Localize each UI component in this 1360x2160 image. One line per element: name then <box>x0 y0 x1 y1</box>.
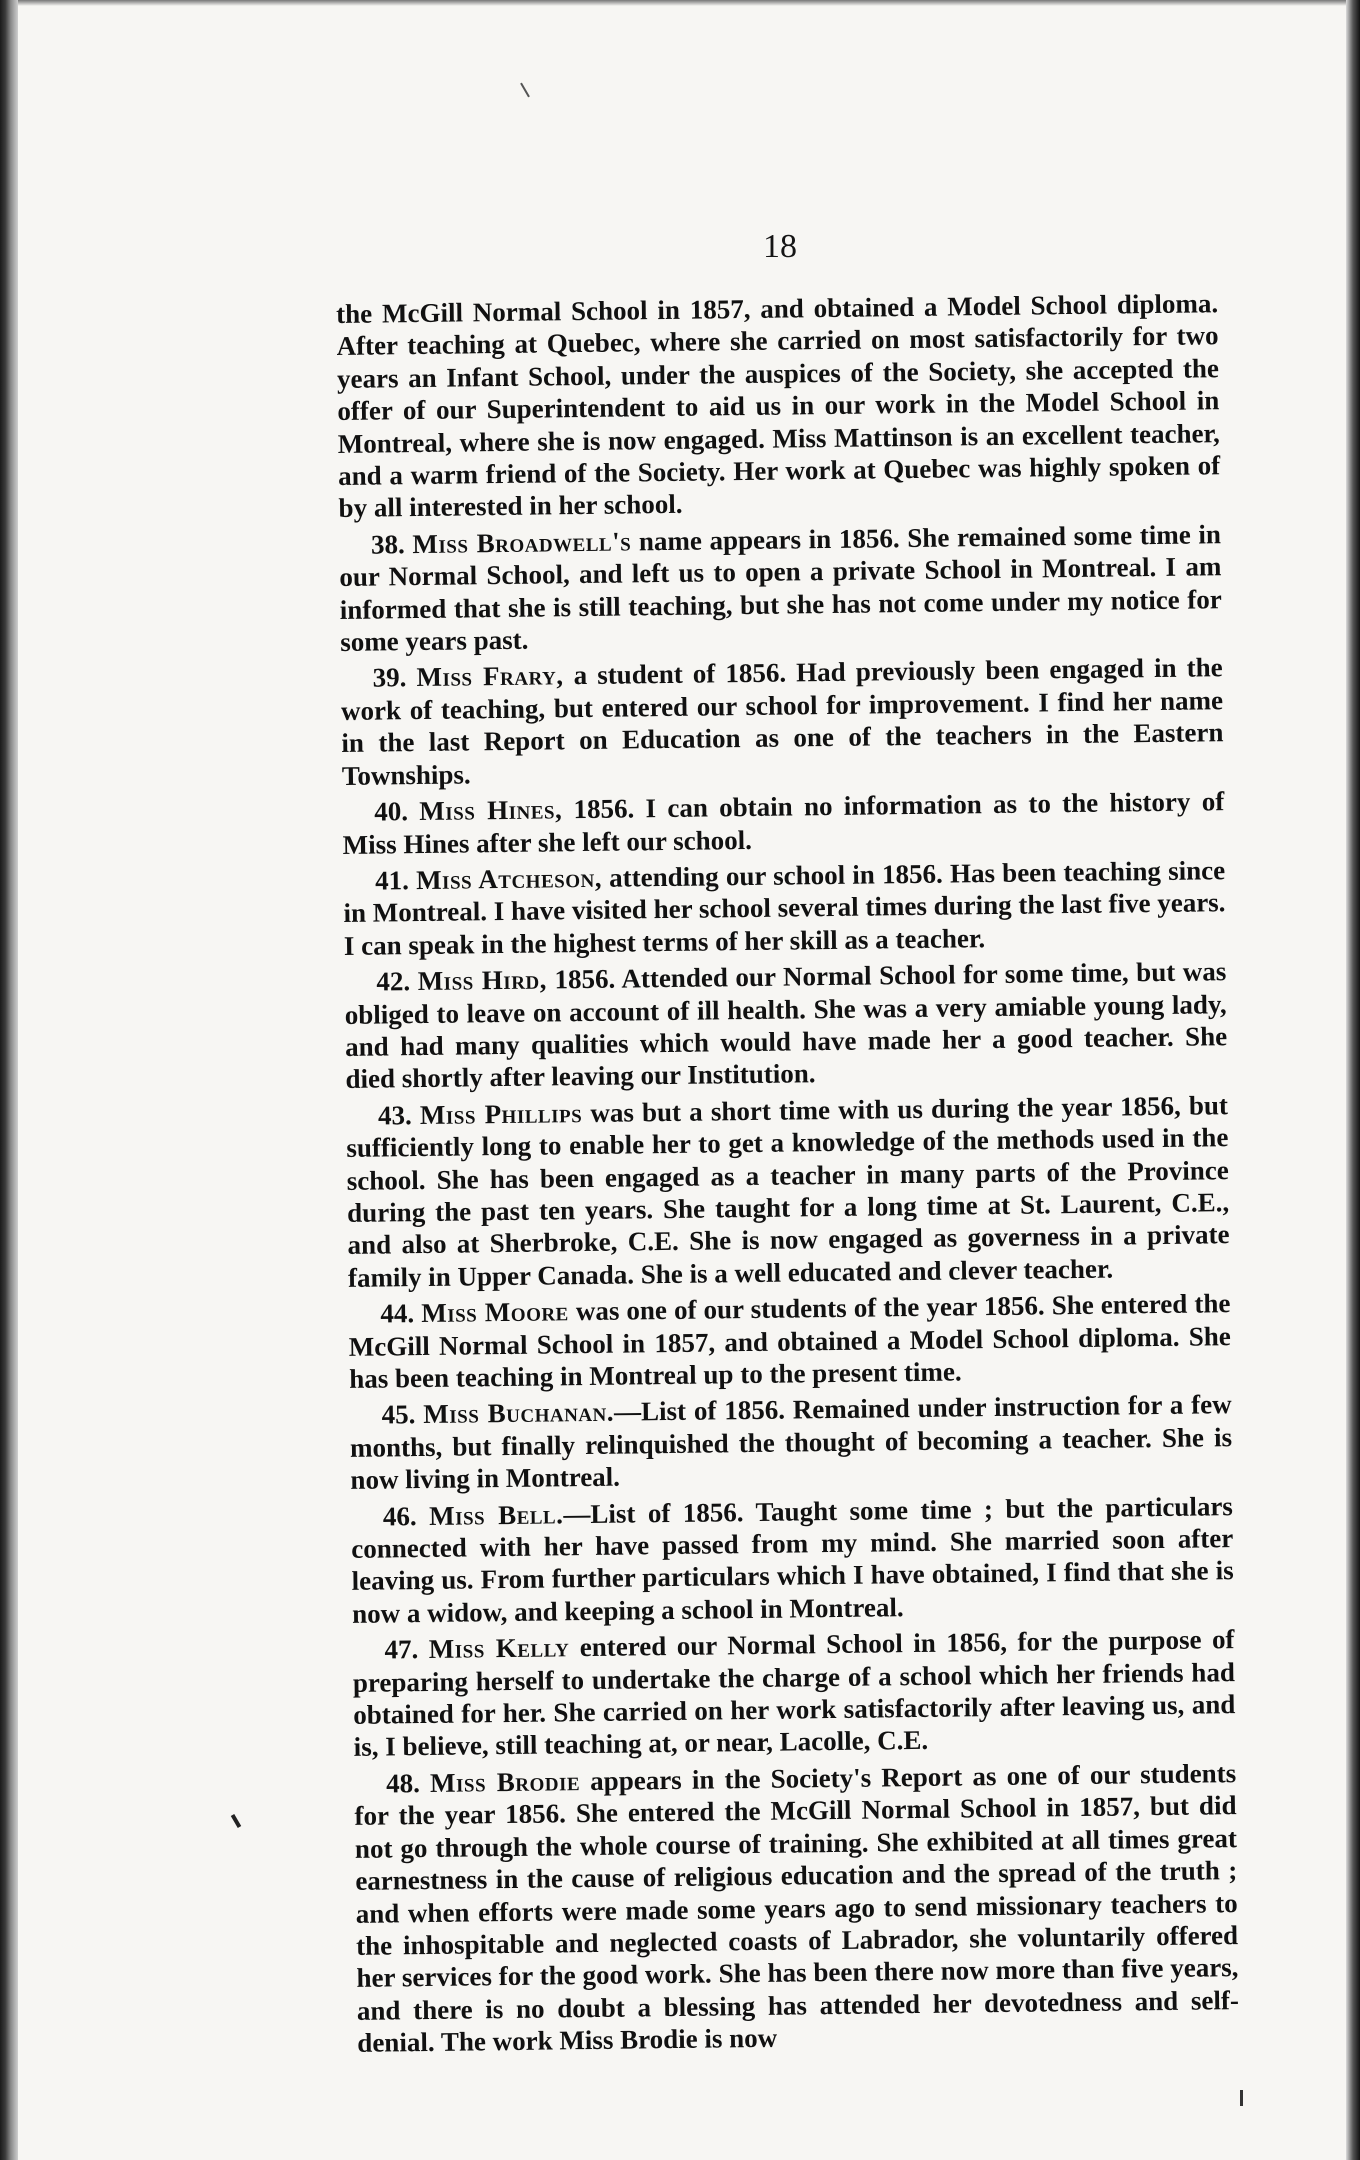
entry-text: a student of 1856. Had previously been engaged in the work of teaching, but entered our school for improvement. I find her name in the last Report on Education as one of the teachers in the Eastern Townships. <box>340 652 1224 791</box>
entry-text: attending our school in 1856. Has been teaching since in Montreal. I have visited her school several times during the last five years. I can speak in the highest terms of her skill as a teacher. <box>343 855 1226 961</box>
entry-40 <box>342 785 1225 861</box>
entry-number: 42. <box>376 966 411 997</box>
entry-46 <box>351 1490 1235 1630</box>
entry-47 <box>352 1623 1236 1763</box>
entry-number: 44. <box>380 1298 415 1329</box>
entry-42 <box>344 955 1228 1095</box>
entry-number: 45. <box>381 1399 416 1430</box>
entry-text: —List of 1856. Remained under instruction for a few months, but finally relinquished the thought of becoming a teacher. She is now living in Montreal. <box>349 1389 1233 1496</box>
entry-text: 1856. I can obtain no information as to the history of Miss Hines after she left our school. <box>342 786 1225 860</box>
entry-text: —List of 1856. Taught some time ; but the particulars connected with her have passed from my mind. She married soon after leaving us. From further particulars which I have obtained, I find that she is now a widow, and keeping a school in Montreal. <box>351 1490 1234 1629</box>
paragraph-text: the McGill Normal School in 1857, and obtained a Model School diploma. After teaching at Quebec, where she carried on most satisfactorily for two years an Infant School, under the auspices of the Society, she accepted the offer of our Superintendent to aid us in our work in the Model School in Montreal, where she is now engaged. Miss Mattinson is an excellent teacher, and a warm friend of the Society. Her work at Quebec was highly spoken of by all interested in her school. <box>336 288 1221 524</box>
paragraph-continuation <box>336 287 1221 525</box>
entry-number: 38. <box>370 529 405 560</box>
entry-41 <box>343 854 1226 962</box>
entry-text: name appears in 1856. She remained some time in our Normal School, and left us to open a private School in Montreal. I am informed that she is still teaching, but she has not come under my notice for some years past. <box>339 519 1222 658</box>
entry-43 <box>346 1089 1230 1294</box>
scan-right-edge <box>1346 0 1360 2160</box>
entry-number: 48. <box>385 1767 421 1799</box>
entry-number: 41. <box>374 865 410 896</box>
entry-name: Miss Brodie <box>429 1766 581 1798</box>
entry-39 <box>340 652 1224 792</box>
entry-name: Miss Bell. <box>428 1498 564 1531</box>
page-top-shadow <box>18 0 1346 6</box>
entry-38 <box>339 518 1223 658</box>
entry-name: Miss Hines, <box>419 794 563 827</box>
entry-44 <box>348 1287 1231 1395</box>
entry-number: 47. <box>384 1634 419 1665</box>
book-binding-edge <box>0 0 18 2160</box>
entry-name: Miss Buchanan. <box>423 1397 615 1430</box>
page-number: 18 <box>763 228 797 265</box>
entry-text: appears in the Society's Report as one of our students for the year 1856. She entered the McGill Normal School in 1857, but did not go through the whole course of training. She exhibited at all times great earnestness in the cause of religious education and the spread of the truth ; and when efforts were made some years ago to send missionary teachers to the inhospitable and neglected coasts of Labrador, she voluntarily offered her services for the good work. She has been there now more than five years, and there is no doubt a blessing has attended her devotedness and self-denial. The work Miss Brodie is now <box>354 1757 1240 2058</box>
entry-name: Miss Phillips <box>419 1097 583 1130</box>
entry-number: 39. <box>372 662 407 694</box>
entry-48 <box>354 1757 1239 2059</box>
entry-name: Miss Kelly <box>428 1632 570 1665</box>
entry-number: 40. <box>374 796 409 827</box>
entry-name: Miss Atcheson, <box>415 862 603 895</box>
entry-name: Miss Hird, <box>417 964 548 997</box>
entry-text: was but a short time with us during the year 1856, but sufficiently long to enable her to get a knowledge of the methods used in the school. She has been engaged as a teacher in many parts of the Province during the past ten years. She taught for a long time at St. Laurent, C.E., and also at Sherbroke, C.E. She is now engaged as governess in a private family in Upper Canada. She is a well educated and clever teacher. <box>346 1089 1230 1293</box>
page-body <box>336 287 1240 2063</box>
entry-45 <box>349 1389 1232 1497</box>
entry-number: 46. <box>382 1500 417 1532</box>
entry-text: entered our Normal School in 1856, for the purpose of preparing herself to undertake the charge of a school which her friends had obtained for her. She carried on her work satisfactorily after leaving us, and is, I believe, still teaching at, or near, Lacolle, C.E. <box>352 1624 1236 1763</box>
entry-text: was one of our students of the year 1856. She entered the McGill Normal School in 1857, and obtained a Model School diploma. She has been teaching in Montreal up to the present time. <box>348 1288 1231 1394</box>
entry-text: 1856. Attended our Normal School for some time, but was obliged to leave on account of ill health. She was a very amiable young lady, and had many qualities which would have made her a good teacher. She died shortly after leaving our Institution. <box>344 956 1228 1095</box>
entry-name: Miss Moore <box>421 1296 569 1329</box>
ink-speck <box>1240 2090 1243 2106</box>
entry-name: Miss Broadwell's <box>412 526 632 559</box>
entry-name: Miss Frary, <box>416 660 564 693</box>
entry-number: 43. <box>377 1099 412 1131</box>
